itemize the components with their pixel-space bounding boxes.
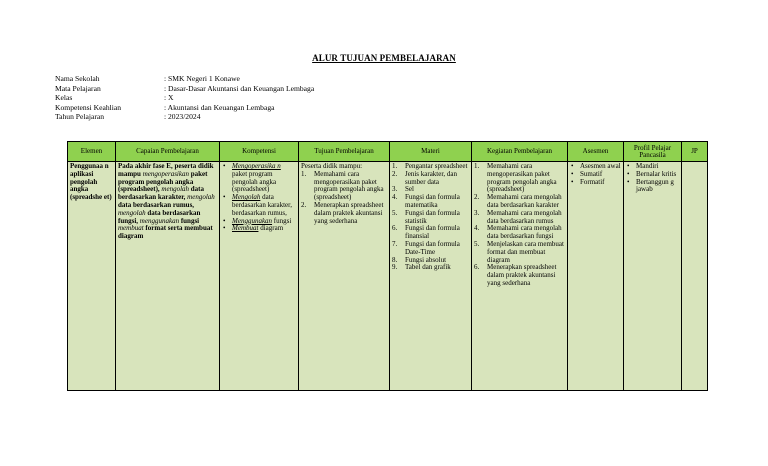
- table-row: [68, 162, 708, 391]
- materi-text: Fungsi dan formula matematika: [405, 193, 460, 209]
- kompetensi-text: diagram: [260, 224, 284, 233]
- header-jp: JP: [682, 142, 708, 162]
- materi-text: Fungsi absolut: [405, 255, 447, 264]
- profil-text: Bernalar kritis: [636, 169, 677, 178]
- capaian-text: paket program pengolah angka (spreadsheet),: [118, 169, 208, 194]
- list-item: 2. Jenis karakter, dan sumber data: [392, 169, 458, 186]
- info-row: [55, 74, 314, 84]
- capaian-text: Pada akhir fase E, peserta didik mampu: [118, 162, 214, 178]
- tujuan-list: [301, 171, 387, 226]
- list-item: [222, 194, 296, 217]
- list-item: 2. Menerapkan spreadsheet dalam praktek akuntansi yang sederhana: [301, 200, 384, 225]
- table-header-row: [68, 142, 708, 162]
- capaian-text: format serta membuat diagram: [118, 224, 213, 241]
- materi-text: Pengantar spreadsheet: [405, 162, 468, 170]
- kompetensi-text: data berdasarkan karakter, berdasarkan rumus,: [232, 193, 292, 217]
- tujuan-text: Menerapkan spreadsheet dalam praktek akuntansi yang sederhana: [314, 200, 384, 225]
- materi-text: Tabel dan grafik: [405, 263, 451, 272]
- info-label: Mata Pelajaran: [55, 83, 101, 93]
- list-item: 3. Sel: [392, 185, 414, 194]
- info-value: : SMK Negeri 1 Konawe: [164, 74, 240, 83]
- header-tujuan: Tujuan Pembelajaran: [299, 142, 390, 162]
- profil-text: Bertanggun g jawab: [636, 177, 674, 194]
- info-row: [55, 84, 314, 94]
- list-item: 1. Memahami cara mengoperasikan paket program pengolah angka (spreadsheet): [474, 162, 557, 194]
- profil-text: Mandiri: [636, 162, 659, 170]
- info-row: [55, 93, 314, 103]
- kompetensi-verb: Mengoperasika n: [232, 162, 281, 170]
- list-item: 8. Fungsi absolut: [392, 255, 447, 264]
- info-label: Nama Sekolah: [55, 74, 100, 83]
- list-item: [222, 225, 296, 233]
- kompetensi-list: [222, 163, 296, 233]
- cell-capaian: [116, 162, 220, 391]
- list-item: 1. Memahami cara mengoperasikan paket program pengolah angka (spreadsheet): [301, 169, 384, 202]
- materi-text: Fungsi dan formula Date-Time: [405, 239, 460, 256]
- asesmen-text: Sumatif: [580, 169, 603, 178]
- elemen-text: Penggunaa n aplikasi pengolah angka (spreadshe et): [70, 162, 112, 202]
- header-kegiatan: Kegiatan Pembelajaran: [472, 142, 568, 162]
- list-item: 6. Fungsi dan formula finansial: [392, 224, 460, 241]
- kompetensi-verb: Membuat: [232, 224, 259, 233]
- list-item: 2. Memahami cara mengolah data berdasarkan karakter: [474, 193, 562, 209]
- capaian-text: data berdasarkan rumus,: [118, 200, 195, 209]
- kompetensi-verb: Mengolah: [232, 193, 261, 202]
- info-value: : Dasar-Dasar Akuntansi dan Keuangan Lembaga: [164, 83, 315, 93]
- cell-elemen: [68, 162, 116, 391]
- list-item: 5. Fungsi dan formula statistik: [392, 208, 460, 225]
- cell-tujuan: [299, 162, 390, 391]
- header-kompetensi: Kompetensi: [220, 142, 299, 162]
- header-capaian: Capaian Pembelajaran: [116, 142, 220, 162]
- materi-text: Fungsi dan formula statistik: [405, 208, 460, 225]
- kegiatan-text: Memahami cara mengoperasikan paket program pengolah angka (spreadsheet): [487, 162, 557, 194]
- kegiatan-text: Memahami cara mengolah data berdasarkan karakter: [487, 193, 562, 209]
- tujuan-intro: Peserta didik mampu:: [301, 162, 363, 170]
- cell-kompetensi: [220, 162, 299, 391]
- capaian-text: data berdasarkan fungsi,: [118, 208, 201, 225]
- cell-asesmen: [568, 162, 624, 391]
- list-item: 1. Pengantar spreadsheet: [392, 162, 468, 170]
- header-elemen: Elemen: [68, 142, 116, 162]
- list-item: 4. Fungsi dan formula matematika: [392, 193, 460, 209]
- asesmen-text: Formatif: [580, 177, 605, 186]
- capaian-text: mengolah: [187, 193, 215, 202]
- list-item: 4. Memahami cara mengolah data berdasarkan fungsi: [474, 224, 562, 241]
- info-value: : Akuntansi dan Keuangan Lembaga: [164, 102, 275, 112]
- list-item: [222, 163, 296, 194]
- list-item: [626, 179, 679, 195]
- header-asesmen: Asesmen: [568, 142, 624, 162]
- info-row: [55, 112, 314, 122]
- learning-path-table: [67, 141, 708, 391]
- capaian-text: menggunakan: [139, 216, 180, 225]
- list-item: [570, 179, 621, 187]
- info-label: Kelas: [55, 93, 73, 103]
- cell-kegiatan: [472, 162, 568, 391]
- cell-profil: [624, 162, 682, 391]
- list-item: 7. Fungsi dan formula Date-Time: [392, 239, 460, 256]
- info-label: Tahun Pelajaran: [55, 112, 105, 122]
- kegiatan-text: Menjelaskan cara membuat format dan membuat diagram: [487, 239, 564, 264]
- list-item: 5. Menjelaskan cara membuat format dan membuat diagram: [474, 239, 564, 264]
- asesmen-text: Asesmen awal: [580, 162, 621, 170]
- kegiatan-list: [474, 163, 565, 288]
- capaian-text: mengoperasikan: [142, 169, 189, 178]
- materi-text: Sel: [405, 185, 414, 194]
- info-value: : X: [164, 93, 174, 103]
- header-profil: Profil Pelajar Pancasila: [624, 142, 682, 162]
- info-label: Kompetensi Keahlian: [55, 102, 122, 112]
- kegiatan-text: Memahami cara mengolah data berdasarkan fungsi: [487, 224, 562, 241]
- capaian-text: mengolah: [118, 208, 146, 217]
- list-item: 6. Menerapkan spreadsheet dalam praktek akuntansi yang sederhana: [474, 263, 557, 287]
- capaian-text: data berdasarkan karakter,: [118, 185, 205, 202]
- kompetensi-text: fungsi: [273, 216, 292, 225]
- header-materi: Materi: [390, 142, 472, 162]
- cell-materi: [390, 162, 472, 391]
- capaian-text: membuat: [118, 224, 144, 233]
- kegiatan-text: Menerapkan spreadsheet dalam praktek akuntansi yang sederhana: [487, 263, 557, 287]
- materi-list: [392, 163, 469, 272]
- cell-jp: [682, 162, 708, 391]
- tujuan-text: Memahami cara mengoperasikan paket program pengolah angka (spreadsheet): [314, 169, 384, 202]
- info-value: : 2023/2024: [164, 112, 201, 122]
- document-title: ALUR TUJUAN PEMBELAJARAN: [312, 53, 456, 63]
- materi-text: Fungsi dan formula finansial: [405, 224, 460, 241]
- capaian-text: mengolah: [161, 185, 190, 194]
- school-info: [55, 74, 314, 122]
- kompetensi-verb: Menggunakan: [232, 216, 273, 225]
- list-item: 3. Memahami cara mengolah data berdasarkan rumus: [474, 208, 562, 225]
- capaian-text: fungsi: [180, 216, 200, 225]
- kegiatan-text: Memahami cara mengolah data berdasarkan rumus: [487, 208, 562, 225]
- list-item: 9. Tabel dan grafik: [392, 263, 451, 272]
- kompetensi-text: paket program pengolah angka (spreadsheet): [232, 169, 277, 194]
- profil-list: [626, 163, 679, 194]
- asesmen-list: [570, 163, 621, 186]
- info-row: [55, 103, 314, 113]
- materi-text: Jenis karakter, dan sumber data: [405, 169, 458, 186]
